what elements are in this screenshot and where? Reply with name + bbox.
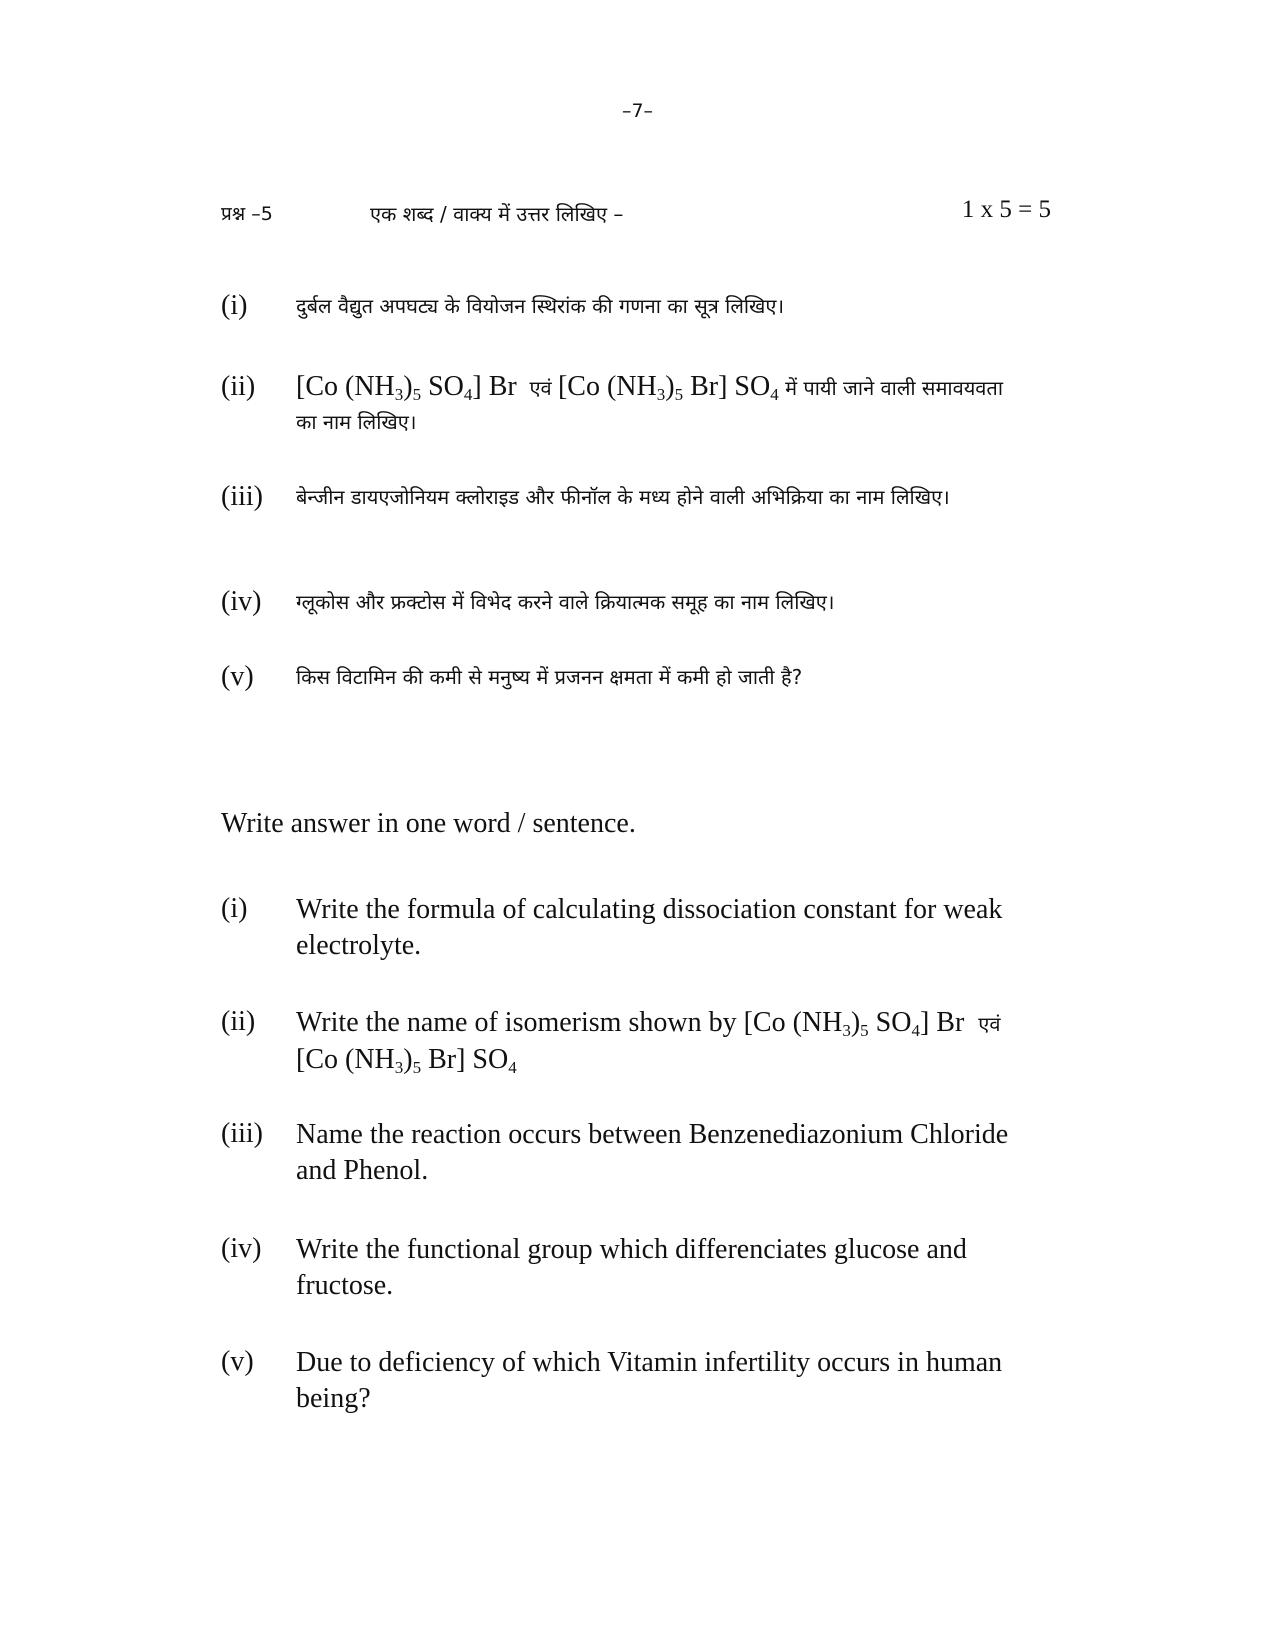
- item-text: [296, 1005, 1036, 1078]
- item-number: (ii): [221, 371, 256, 402]
- question-instruction-hindi: एक शब्द / वाक्य में उत्तर लिखिए –: [370, 202, 624, 226]
- item-number: (i): [221, 893, 248, 924]
- conjunction: एवं: [529, 376, 552, 400]
- item-text: ग्लूकोस और फ्रक्टोस में विभेद करने वाले क्रियात्मक समूह का नाम लिखिए।: [296, 590, 835, 614]
- item-number: (i): [221, 290, 248, 321]
- item-text-prefix: Write the name of isomerism shown by: [296, 1007, 737, 1038]
- formula-1: [Co $(NH_3)_5$ $SO_4$] Br: [296, 371, 517, 404]
- english-instruction: Write answer in one word / sentence.: [221, 808, 636, 839]
- item-number: (iv): [221, 1233, 262, 1264]
- item-text: Write the formula of calculating dissociation constant for weak electrolyte.: [296, 894, 1003, 961]
- item-text-tail: में पायी जाने वाली समावयवता: [785, 376, 1004, 400]
- item-number: (iv): [221, 586, 262, 617]
- formula-2: [Co $(NH_3)_5$ Br] $SO_4$: [557, 371, 779, 404]
- item-text-line2: का नाम लिखिए।: [296, 410, 417, 434]
- item-text: दुर्बल वैद्युत अपघट्य के वियोजन स्थिरांक की गणना का सूत्र लिखिए।: [296, 294, 785, 318]
- item-number: (iii): [221, 1118, 263, 1149]
- item-text: Write the functional group which differenciates glucose and fructose.: [296, 1234, 967, 1301]
- formula-1: [Co $(NH_3)_5$ $SO_4$] Br: [743, 1007, 965, 1040]
- page-number: –7–: [621, 100, 654, 122]
- conjunction: एवं: [978, 1012, 1001, 1036]
- formula-2: [Co $(NH_3)_5$ Br] $SO_4$: [296, 1044, 517, 1077]
- question-header: [221, 194, 1051, 234]
- question-marks: 1 x 5 = 5: [961, 196, 1051, 223]
- item-text: Due to deficiency of which Vitamin infertility occurs in human being?: [296, 1347, 1003, 1414]
- item-text: किस विटामिन की कमी से मनुष्य में प्रजनन क्षमता में कमी हो जाती है?: [296, 665, 803, 689]
- item-number: (v): [221, 661, 254, 692]
- item-text: [296, 370, 1096, 439]
- item-number: (v): [221, 1346, 254, 1377]
- item-number: (ii): [221, 1006, 256, 1037]
- item-text: Name the reaction occurs between Benzenediazonium Chloride and Phenol.: [296, 1119, 1009, 1186]
- item-number: (iii): [221, 481, 263, 512]
- question-label: प्रश्न –5: [221, 203, 273, 225]
- item-text: बेन्जीन डायएजोनियम क्लोराइड और फीनॉल के मध्य होने वाली अभिक्रिया का नाम लिखिए।: [296, 485, 950, 509]
